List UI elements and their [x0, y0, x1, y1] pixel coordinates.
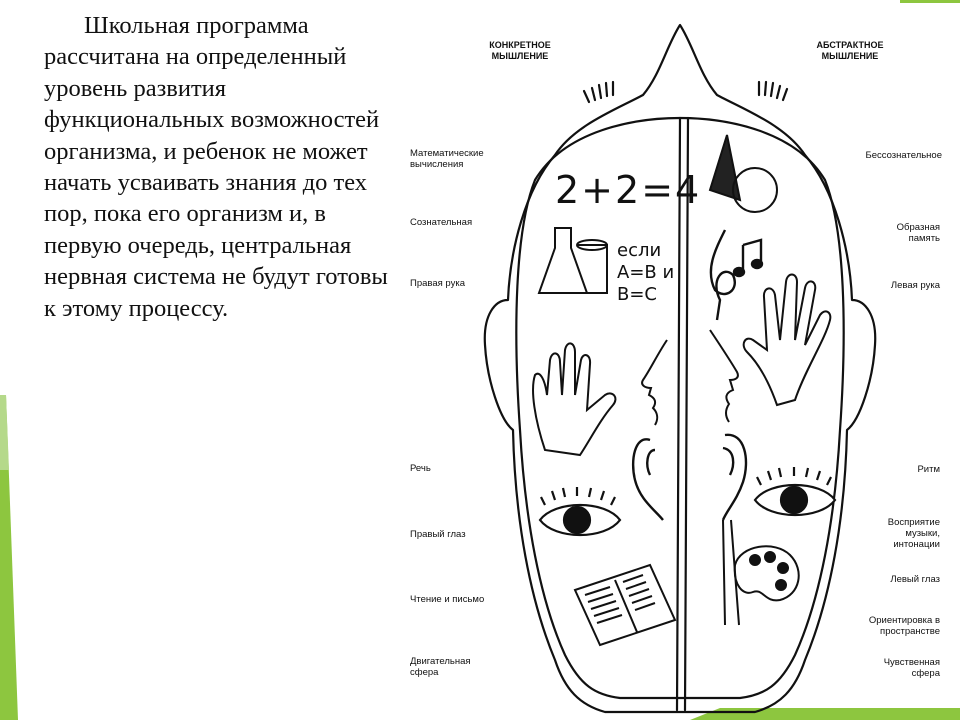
label-line: Ритм: [917, 464, 940, 475]
label-image-memory: [897, 222, 940, 244]
accent-bar: [0, 0, 40, 720]
label-sensory: [884, 657, 940, 679]
label-line: сфера: [911, 668, 940, 679]
label-rhythm: [917, 464, 940, 475]
label-right-eye: [410, 529, 466, 540]
label-line: Бессознательное: [865, 150, 942, 161]
label-orientation: [869, 615, 940, 637]
label-left-eye: [890, 574, 940, 585]
beakers-icon: [539, 228, 607, 293]
left-header-line: МЫШЛЕНИЕ: [491, 51, 549, 61]
logic-text: [617, 240, 674, 306]
paragraph-text: Школьная программа рассчитана на определенный уровень развития функциональных возможностей организма, и ребенок не может начать усваивать знания до тех пор, пока его организм и, в первую очередь, центральная нервная система не будут готовы к этому процессу.: [44, 12, 388, 322]
label-line: Чтение и письмо: [410, 594, 485, 605]
label-music-perception: [888, 517, 940, 550]
right-hand-icon: [533, 343, 615, 455]
label-line: память: [908, 233, 940, 244]
label-line: Чувственная: [883, 657, 940, 668]
label-unconscious: [866, 150, 943, 161]
label-left-hand: [891, 280, 940, 291]
main-paragraph: [44, 10, 404, 324]
left-header-line: КОНКРЕТНОЕ: [489, 40, 551, 50]
head-outline-svg: [405, 0, 960, 720]
label-line: сфера: [410, 667, 439, 678]
label-line: Правый глаз: [410, 529, 466, 540]
formula-text: 2+2=4: [555, 168, 702, 212]
right-header-line: МЫШЛЕНИЕ: [821, 51, 879, 61]
label-line: Образная: [896, 222, 940, 233]
face-profiles-icon: [642, 330, 738, 425]
label-line: интонации: [893, 539, 940, 550]
label-line: музыки,: [905, 528, 940, 539]
label-line: Левая рука: [890, 280, 940, 291]
label-math: [410, 148, 484, 170]
label-line: Речь: [410, 463, 431, 474]
label-line: Левый глаз: [890, 574, 940, 585]
palette-icon: [723, 520, 799, 625]
label-right-hand: [410, 278, 465, 289]
right-header: [790, 40, 910, 62]
logic-line: A=B и: [617, 262, 675, 283]
geometry-icon: [710, 135, 777, 212]
book-icon: [575, 565, 675, 645]
left-hand-icon: [744, 275, 831, 406]
eyes-icon: [540, 467, 835, 535]
label-line: Математические: [410, 148, 484, 159]
ears-icon: [633, 435, 746, 520]
label-reading-writing: [410, 594, 484, 605]
label-speech: [410, 463, 431, 474]
brain-hemispheres-diagram: [405, 0, 960, 720]
logic-line: B=C: [617, 284, 657, 305]
label-motor: [410, 656, 471, 678]
label-line: пространстве: [880, 626, 940, 637]
label-line: вычисления: [410, 159, 464, 170]
label-line: Ориентировка в: [868, 615, 940, 626]
music-icon: [711, 230, 762, 320]
logic-line: если: [617, 240, 662, 261]
label-line: Сознательная: [410, 217, 473, 228]
label-conscious: [410, 217, 472, 228]
label-line: Восприятие: [887, 517, 940, 528]
right-header-line: АБСТРАКТНОЕ: [816, 40, 884, 50]
label-line: Двигательная: [410, 656, 471, 667]
left-header: [460, 40, 580, 62]
label-line: Правая рука: [410, 278, 465, 289]
